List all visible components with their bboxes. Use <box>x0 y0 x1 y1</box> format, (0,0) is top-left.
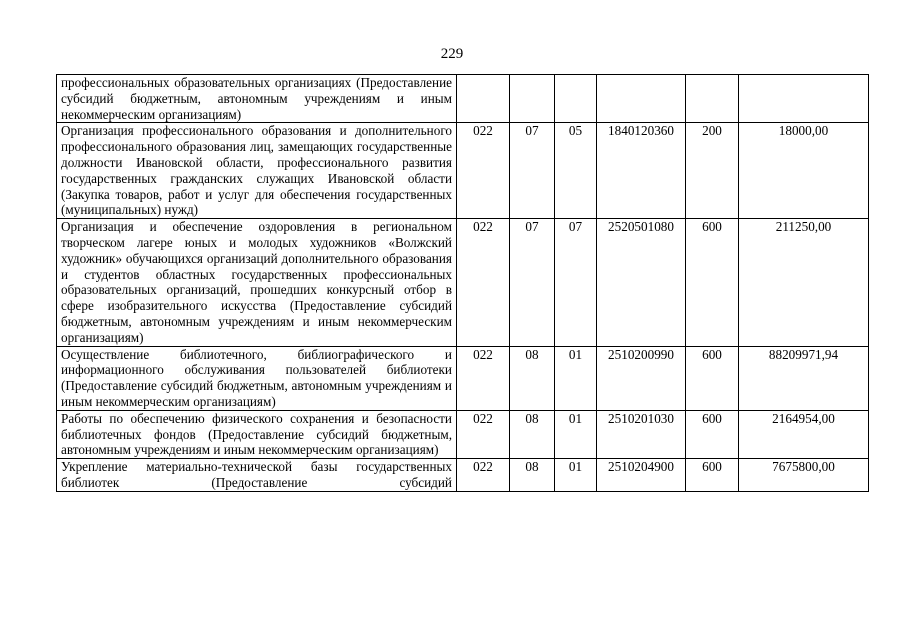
table-row <box>57 459 869 492</box>
amount: 18000,00 <box>739 123 869 219</box>
row-description: профессиональных образовательных организациях (Предоставление субсидий бюджетным, автономным учреждениям и иным некоммерческим организациям) <box>57 75 457 123</box>
amount: 88209971,94 <box>739 346 869 410</box>
section-code: 08 <box>510 459 555 492</box>
expense-type-code: 600 <box>686 346 739 410</box>
amount <box>739 75 869 123</box>
row-description: Работы по обеспечению физического сохранения и безопасности библиотечных фондов (Предоставление субсидий бюджетным, автономным учреждениям и иным некоммерческим организациям) <box>57 410 457 458</box>
ministry-code: 022 <box>457 346 510 410</box>
section-code: 07 <box>510 219 555 346</box>
table-row <box>57 346 869 410</box>
table-row <box>57 75 869 123</box>
section-code: 08 <box>510 346 555 410</box>
amount: 2164954,00 <box>739 410 869 458</box>
row-description: Организация и обеспечение оздоровления в региональном творческом лагере юных и молодых художников «Волжский художник» обучающихся организаций дополнительного образования и студентов областных государственных профессиональных образовательных организаций, прошедших конкурсный отбор в сфере изобразительного искусства (Предоставление субсидий бюджетным, автономным учреждениям и иным некоммерческим организациям) <box>57 219 457 346</box>
table-row <box>57 410 869 458</box>
expense-type-code: 600 <box>686 219 739 346</box>
section-code: 07 <box>510 123 555 219</box>
amount: 211250,00 <box>739 219 869 346</box>
ministry-code: 022 <box>457 459 510 492</box>
section-code <box>510 75 555 123</box>
table-row <box>57 123 869 219</box>
expense-type-code: 200 <box>686 123 739 219</box>
ministry-code <box>457 75 510 123</box>
section-code: 08 <box>510 410 555 458</box>
subsection-code: 01 <box>555 459 597 492</box>
subsection-code: 01 <box>555 410 597 458</box>
amount: 7675800,00 <box>739 459 869 492</box>
budget-table <box>56 74 869 492</box>
target-article-code: 2510201030 <box>597 410 686 458</box>
row-description: Укрепление материально-технической базы государственных библиотек (Предоставление субсидий <box>57 459 457 492</box>
row-description: Осуществление библиотечного, библиографического и информационного обслуживания пользователей библиотеки (Предоставление субсидий бюджетным, автономным учреждениям и иным некоммерческим организациям) <box>57 346 457 410</box>
target-article-code: 2520501080 <box>597 219 686 346</box>
subsection-code <box>555 75 597 123</box>
table-row <box>57 219 869 346</box>
page-number: 229 <box>440 46 464 62</box>
ministry-code: 022 <box>457 123 510 219</box>
subsection-code: 01 <box>555 346 597 410</box>
target-article-code: 2510204900 <box>597 459 686 492</box>
expense-type-code <box>686 75 739 123</box>
subsection-code: 05 <box>555 123 597 219</box>
subsection-code: 07 <box>555 219 597 346</box>
expense-type-code: 600 <box>686 459 739 492</box>
target-article-code: 1840120360 <box>597 123 686 219</box>
ministry-code: 022 <box>457 410 510 458</box>
ministry-code: 022 <box>457 219 510 346</box>
target-article-code: 2510200990 <box>597 346 686 410</box>
expense-type-code: 600 <box>686 410 739 458</box>
row-description: Организация профессионального образования и дополнительного профессионального образования лиц, замещающих государственные должности Ивановской области, профессионального развития государственных гражданских служащих Ивановской области (Закупка товаров, работ и услуг для обеспечения государственных (муниципальных) нужд) <box>57 123 457 219</box>
target-article-code <box>597 75 686 123</box>
